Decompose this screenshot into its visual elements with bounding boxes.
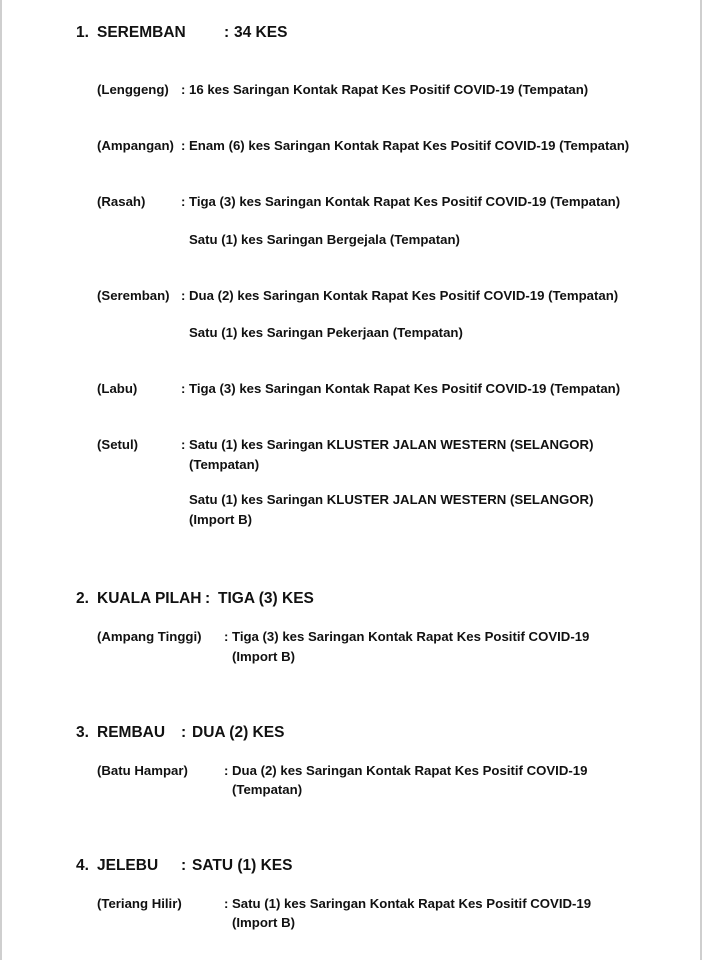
district-separator: : xyxy=(224,24,230,41)
district-name: SEREMBAN xyxy=(97,24,186,41)
place-label: (Batu Hampar) xyxy=(97,763,188,778)
section-number: 3. xyxy=(76,724,89,741)
case-detail: Satu (1) kes Saringan Kontak Rapat Kes Positif COVID-19 xyxy=(232,896,592,911)
section-number: 1. xyxy=(76,24,89,41)
place-label: (Setul) xyxy=(97,437,139,452)
case-detail: Tiga (3) kes Saringan Kontak Rapat Kes Positif COVID-19 (Tempatan) xyxy=(189,381,621,396)
place-label: (Ampangan) xyxy=(97,138,174,153)
district-name: JELEBU xyxy=(97,857,159,874)
district-total: TIGA (3) KES xyxy=(218,590,314,607)
place-label: (Teriang Hilir) xyxy=(97,896,182,911)
case-detail: (Tempatan) xyxy=(232,782,303,797)
district-name: REMBAU xyxy=(97,724,166,741)
case-detail: (Tempatan) xyxy=(189,457,260,472)
place-label: (Lenggeng) xyxy=(97,82,169,97)
case-detail: Satu (1) kes Saringan Bergejala (Tempatan) xyxy=(189,232,460,247)
district-separator: : xyxy=(181,857,187,874)
case-detail: Satu (1) kes Saringan Pekerjaan (Tempatan) xyxy=(189,325,463,340)
place-colon: : xyxy=(181,194,186,209)
case-detail: Dua (2) kes Saringan Kontak Rapat Kes Positif COVID-19 (Tempatan) xyxy=(189,288,619,303)
case-detail: (Import B) xyxy=(232,649,295,664)
place-label: (Labu) xyxy=(97,381,138,396)
place-colon: : xyxy=(181,381,186,396)
place-colon: : xyxy=(181,288,186,303)
district-separator: : xyxy=(205,590,211,607)
case-detail: 16 kes Saringan Kontak Rapat Kes Positif COVID-19 (Tempatan) xyxy=(189,82,589,97)
place-colon: : xyxy=(181,82,186,97)
place-colon: : xyxy=(224,763,229,778)
case-detail: Tiga (3) kes Saringan Kontak Rapat Kes Positif COVID-19 (Tempatan) xyxy=(189,194,621,209)
place-colon: : xyxy=(224,629,229,644)
place-label: (Ampang Tinggi) xyxy=(97,629,202,644)
place-colon: : xyxy=(224,896,229,911)
district-total: SATU (1) KES xyxy=(192,857,293,874)
district-name: KUALA PILAH xyxy=(97,590,202,607)
case-detail: (Import B) xyxy=(232,915,295,930)
place-label: (Rasah) xyxy=(97,194,146,209)
case-detail: (Import B) xyxy=(189,512,252,527)
place-colon: : xyxy=(181,437,186,452)
section-number: 4. xyxy=(76,857,89,874)
place-label: (Seremban) xyxy=(97,288,170,303)
place-colon: : xyxy=(181,138,186,153)
case-detail: Dua (2) kes Saringan Kontak Rapat Kes Positif COVID-19 xyxy=(232,763,588,778)
case-detail: Enam (6) kes Saringan Kontak Rapat Kes Positif COVID-19 (Tempatan) xyxy=(189,138,630,153)
district-separator: : xyxy=(181,724,187,741)
district-total: 34 KES xyxy=(234,24,288,41)
case-detail: Satu (1) kes Saringan KLUSTER JALAN WESTERN (SELANGOR) xyxy=(189,492,594,507)
case-detail: Tiga (3) kes Saringan Kontak Rapat Kes Positif COVID-19 xyxy=(232,629,590,644)
case-detail: Satu (1) kes Saringan KLUSTER JALAN WESTERN (SELANGOR) xyxy=(189,437,594,452)
section-number: 2. xyxy=(76,590,89,607)
district-total: DUA (2) KES xyxy=(192,724,285,741)
